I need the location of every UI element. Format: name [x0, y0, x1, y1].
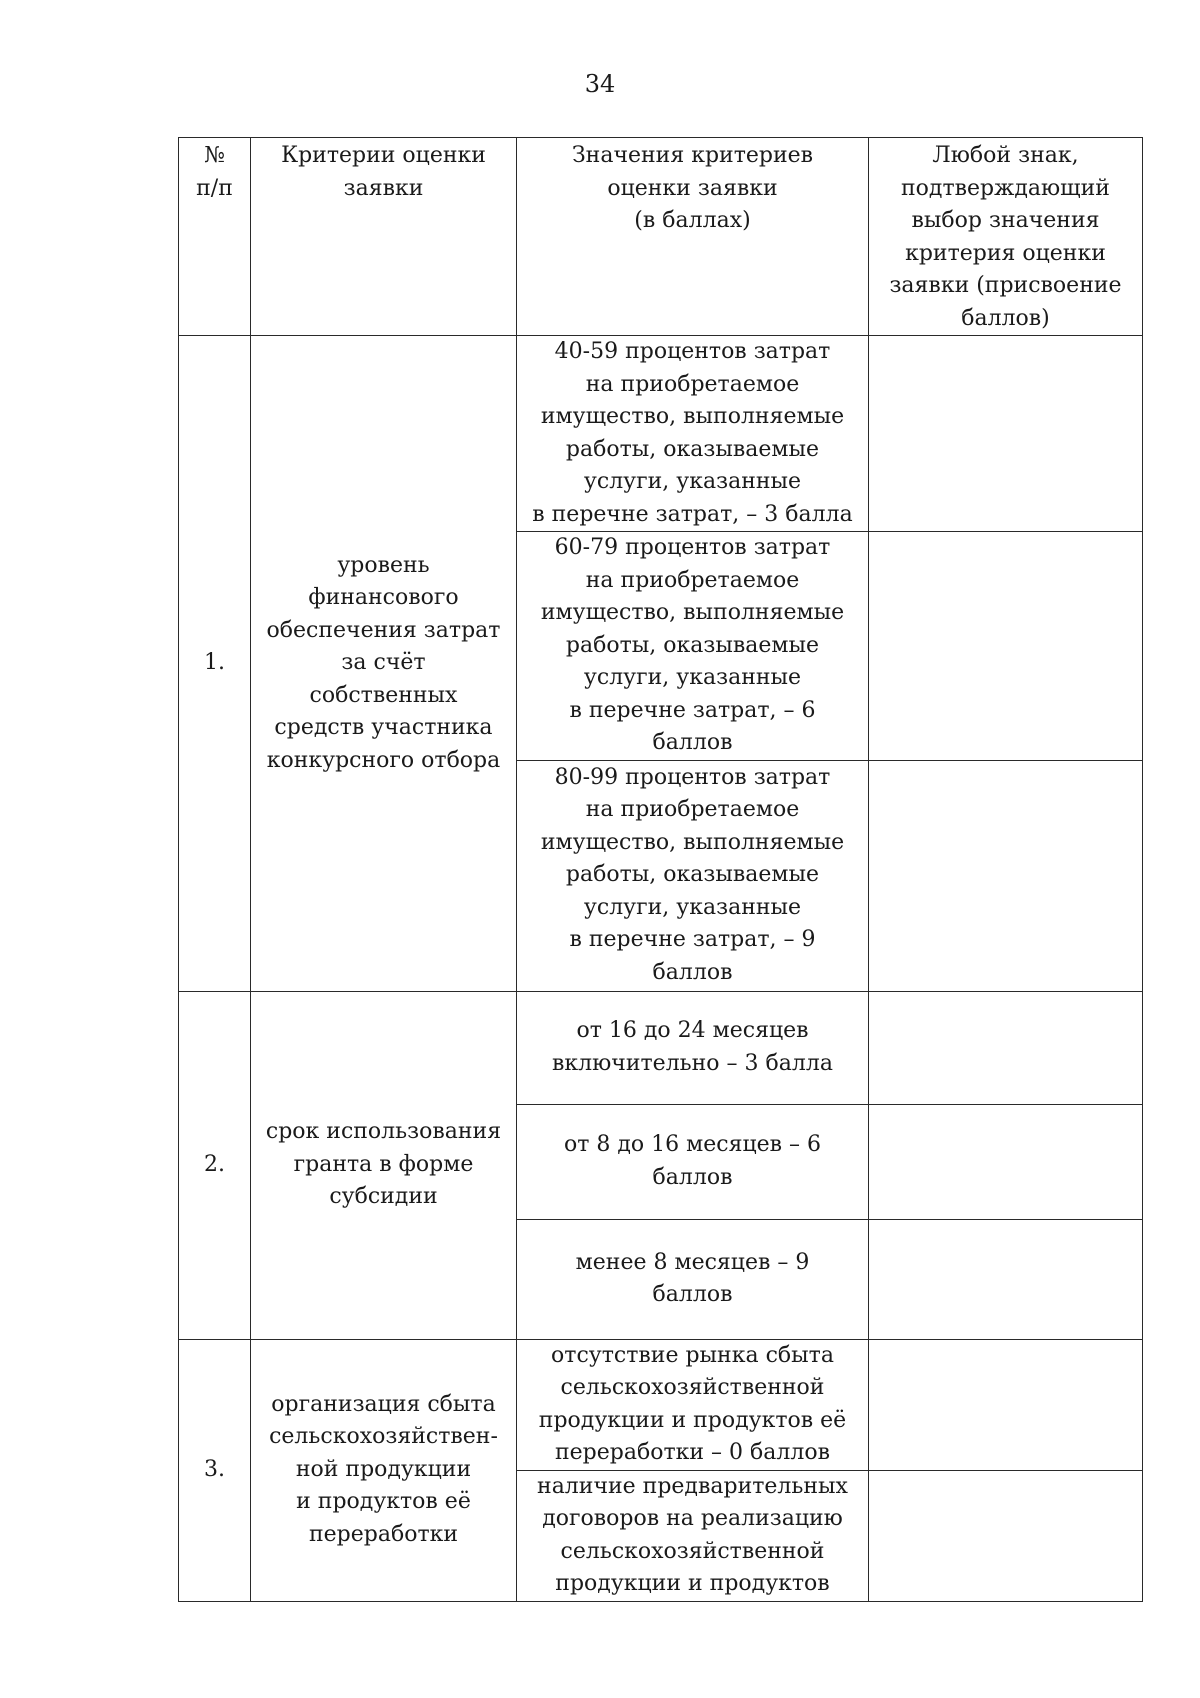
row-number: 2. [179, 991, 251, 1339]
mark-cell[interactable] [869, 1339, 1143, 1470]
mark-cell[interactable] [869, 336, 1143, 532]
value-cell: 80-99 процентов затрат на приобретаемое имущество, выполняемые работы, оказываемые услуги, указанные в перечне затрат, – 9 баллов [517, 760, 869, 991]
row-number: 1. [179, 336, 251, 992]
header-criteria: Критерии оценки заявки [251, 138, 517, 336]
value-cell: от 8 до 16 месяцев – 6 баллов [517, 1104, 869, 1219]
mark-cell[interactable] [869, 1219, 1143, 1339]
table-header-row [179, 138, 1143, 336]
mark-cell[interactable] [869, 760, 1143, 991]
criterion-cell: уровень финансового обеспечения затрат за счёт собственных средств участника конкурсного отбора [251, 336, 517, 992]
page-number: 34 [584, 70, 616, 98]
value-cell: наличие предварительных договоров на реализацию сельскохозяйственной продукции и продуктов [517, 1470, 869, 1601]
criterion-cell: срок использования гранта в форме субсидии [251, 991, 517, 1339]
row-number: 3. [179, 1339, 251, 1601]
table-row [179, 336, 1143, 532]
mark-cell[interactable] [869, 991, 1143, 1104]
value-cell: 40-59 процентов затрат на приобретаемое имущество, выполняемые работы, оказываемые услуги, указанные в перечне затрат, – 3 балла [517, 336, 869, 532]
header-mark: Любой знак, подтверждающий выбор значения критерия оценки заявки (присвоение баллов) [869, 138, 1143, 336]
mark-cell[interactable] [869, 532, 1143, 761]
criterion-cell: организация сбыта сельскохозяйствен- ной продукции и продуктов её переработки [251, 1339, 517, 1601]
value-cell: от 16 до 24 месяцев включительно – 3 балла [517, 991, 869, 1104]
header-number: № п/п [179, 138, 251, 336]
value-cell: отсутствие рынка сбыта сельскохозяйственной продукции и продуктов её переработки – 0 баллов [517, 1339, 869, 1470]
criteria-table [178, 137, 1143, 1602]
value-cell: 60-79 процентов затрат на приобретаемое имущество, выполняемые работы, оказываемые услуги, указанные в перечне затрат, – 6 баллов [517, 532, 869, 761]
value-cell: менее 8 месяцев – 9 баллов [517, 1219, 869, 1339]
header-values: Значения критериев оценки заявки (в баллах) [517, 138, 869, 336]
table-row [179, 991, 1143, 1104]
mark-cell[interactable] [869, 1104, 1143, 1219]
mark-cell[interactable] [869, 1470, 1143, 1601]
table-row [179, 1339, 1143, 1470]
